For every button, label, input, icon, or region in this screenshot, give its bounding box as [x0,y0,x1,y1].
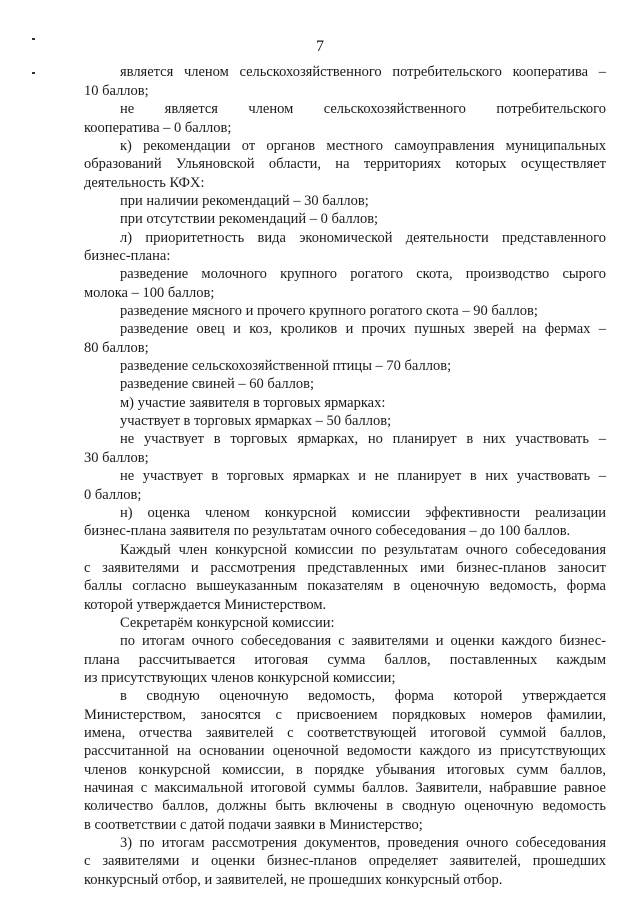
text-line: с заявителями и рассмотрения представленных ими бизнес-планов заносит [84,560,606,576]
text-line: Министерством, заносятся с присвоением порядковых номеров фамилии, [84,707,606,723]
text-line: образований Ульяновской области, на территориях которых осуществляет [84,156,606,172]
text-line: не участвует в торговых ярмарках и не планирует в них участвовать – [120,468,606,484]
text-line: бизнес-плана: [84,248,171,264]
text-line: молока – 100 баллов; [84,285,215,301]
text-line: является членом сельскохозяйственного потребительского кооператива – [120,64,606,80]
text-line: 10 баллов; [84,83,149,99]
text-line: разведение свиней – 60 баллов; [120,376,314,392]
text-line: разведение молочного крупного рогатого скота, производство сырого [120,266,606,282]
text-line: имена, отчества заявителей с соответствующей итоговой суммой баллов, [84,725,606,741]
page-number: 7 [316,38,324,55]
text-line: 0 баллов; [84,487,142,503]
text-line: начиная с максимальной итоговой суммы баллов. Заявители, набравшие равное [84,780,606,796]
text-line: не участвует в торговых ярмарках, но планирует в них участвовать – [120,431,606,447]
text-line: при отсутствии рекомендаций – 0 баллов; [120,211,379,227]
text-line: 30 баллов; [84,450,149,466]
scan-mark-bottom [32,72,35,74]
text-line: 3) по итогам рассмотрения документов, проведения очного собеседования [120,835,606,851]
text-line: разведение овец и коз, кроликов и прочих пушных зверей на фермах – [120,321,606,337]
text-line: при наличии рекомендаций – 30 баллов; [120,193,369,209]
text-line: из присутствующих членов конкурсной комиссии; [84,670,396,686]
text-line: плана рассчитывается итоговая сумма баллов, поставленных каждым [84,652,606,668]
text-line: баллы согласно вышеуказанным показателям в оценочную ведомость, форма [84,578,606,594]
text-line: бизнес-плана заявителя по результатам очного собеседования – до 100 баллов. [84,523,571,539]
text-line: м) участие заявителя в торговых ярмарках: [120,395,386,411]
text-line: членов конкурсной комиссии, в порядке убывания итоговых сумм баллов, [84,762,606,778]
text-line: количество баллов, должны быть включены в сводную оценочную ведомость [84,798,606,814]
text-line: н) оценка членом конкурсной комиссии эффективности реализации [120,505,606,521]
text-line: деятельность КФХ: [84,175,205,191]
text-line: к) рекомендации от органов местного самоуправления муниципальных [120,138,606,154]
text-line: кооператива – 0 баллов; [84,120,232,136]
text-line: в сводную оценочную ведомость, форма которой утверждается [120,688,606,704]
text-line: в соответствии с датой подачи заявки в Министерство; [84,817,423,833]
text-line: 80 баллов; [84,340,149,356]
text-line: разведение сельскохозяйственной птицы – 70 баллов; [120,358,452,374]
text-line: по итогам очного собеседования с заявителями и оценки каждого бизнес- [120,633,606,649]
text-line: л) приоритетность вида экономической деятельности представленного [120,230,606,246]
text-line: не является членом сельскохозяйственного потребительского [120,101,606,117]
text-line: с заявителями и оценки бизнес-планов определяет заявителей, прошедших [84,853,606,869]
text-line: рассчитанной на основании оценочной ведомости каждого из присутствующих [84,743,606,759]
text-line: участвует в торговых ярмарках – 50 баллов; [120,413,392,429]
text-line: разведение мясного и прочего крупного рогатого скота – 90 баллов; [120,303,538,319]
text-line: которой утверждается Министерством. [84,597,327,613]
text-line: конкурсный отбор, и заявителей, не прошедших конкурсный отбор. [84,872,503,888]
text-line: Каждый член конкурсной комиссии по результатам очного собеседования [120,542,606,558]
text-line: Секретарём конкурсной комиссии: [120,615,335,631]
